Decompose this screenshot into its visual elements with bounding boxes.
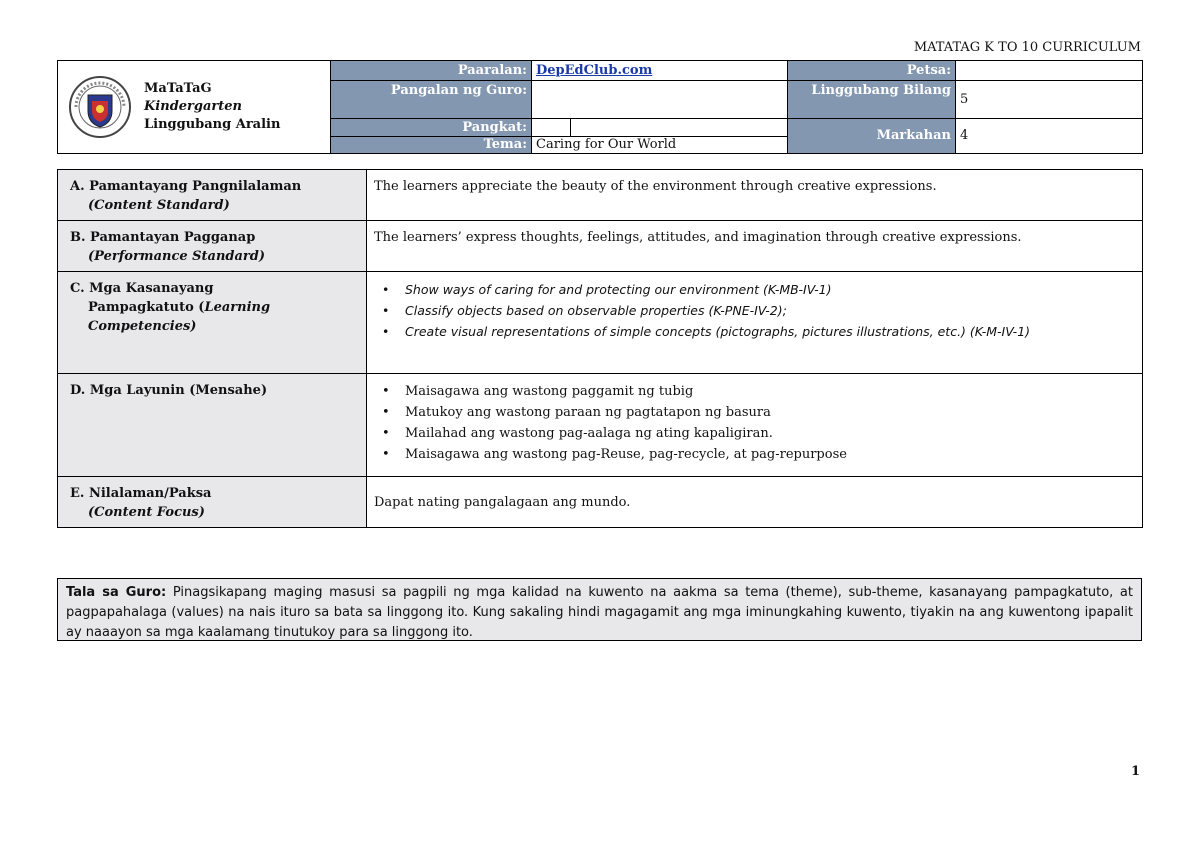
row-b-sub: (Performance Standard)	[88, 249, 266, 264]
linggo-value: 5	[956, 81, 1143, 118]
markahan-label: Markahan	[788, 118, 956, 153]
teacher-note	[57, 578, 1142, 641]
deped-seal-icon	[68, 75, 132, 139]
performance-standard-label	[58, 221, 367, 272]
competencies-value	[367, 272, 1143, 374]
tema-label: Tema:	[331, 136, 532, 153]
note-label: Tala sa Guro:	[66, 585, 167, 600]
table-row	[58, 221, 1143, 272]
list-item: • Classify objects based on observable properties (K-PNE-IV-2);	[374, 300, 1134, 321]
row-b-label: B. Pamantayan Pagganap	[70, 230, 256, 245]
row-c-label: C. Mga Kasanayang	[70, 281, 214, 296]
markahan-value: 4	[956, 118, 1143, 153]
guro-value	[532, 81, 788, 118]
content-focus-value: Dapat nating pangalagaan ang mundo.	[367, 477, 1143, 528]
table-row	[58, 170, 1143, 221]
logo-line2: Kindergarten	[144, 99, 242, 114]
pangkat-value	[532, 118, 788, 136]
page-number: 1	[1131, 764, 1141, 779]
objectives-value	[367, 374, 1143, 477]
petsa-value	[956, 61, 1143, 81]
pangkat-label: Pangkat:	[331, 118, 532, 136]
logo-cell	[58, 61, 331, 154]
list-item: • Show ways of caring for and protecting our environment (K-MB-IV-1)	[374, 279, 1134, 300]
list-item: • Maisagawa ang wastong paggamit ng tubig	[374, 381, 1134, 402]
note-text: Pinagsikapang maging masusi sa pagpili ng mga kalidad na kuwento na aakma sa tema (theme), sub-theme, kasanayang pampagkatuto, at pagpapahalaga (values) na nais ituro sa bata sa linggong ito. Kung sakaling hindi magagamit ang mga iminungkahing kuwento, tiyakin na ang kuwentong ipapalit ay naaayon sa mga kaalamang tinutukoy para sa linggong ito.	[66, 585, 1133, 640]
petsa-label: Petsa:	[788, 61, 956, 81]
paaralan-value-cell	[532, 61, 788, 81]
list-item: • Maisagawa ang wastong pag-Reuse, pag-recycle, at pag-repurpose	[374, 444, 1134, 465]
paaralan-link[interactable]: DepEdClub.com	[536, 63, 653, 79]
list-item: • Mailahad ang wastong pag-aalaga ng ating kapaligiran.	[374, 423, 1134, 444]
content-focus-label	[58, 477, 367, 528]
logo-line1: MaTaTaG	[144, 81, 212, 96]
row-a-label: A. Pamantayang Pangnilalaman	[70, 179, 302, 194]
objectives-label: D. Mga Layunin (Mensahe)	[58, 374, 367, 477]
logo-line3: Linggubang Aralin	[144, 117, 281, 132]
linggo-label: Linggubang Bilang	[788, 81, 956, 118]
table-row	[58, 374, 1143, 477]
row-e-sub: (Content Focus)	[88, 505, 205, 520]
competencies-label	[58, 272, 367, 374]
guro-label: Pangalan ng Guro:	[331, 81, 532, 118]
content-standard-label	[58, 170, 367, 221]
row-a-sub: (Content Standard)	[88, 198, 230, 213]
tema-value: Caring for Our World	[532, 136, 788, 153]
header-table	[57, 60, 1143, 154]
list-item: • Create visual representations of simple concepts (pictographs, pictures illustrations, etc.) (K-M-IV-1)	[374, 321, 1134, 342]
content-standard-value: The learners appreciate the beauty of the environment through creative expressions.	[367, 170, 1143, 221]
row-e-label: E. Nilalaman/Paksa	[70, 486, 212, 501]
row-c-label-4: Competencies)	[88, 319, 197, 334]
curriculum-title: MATATAG K TO 10 CURRICULUM	[913, 40, 1141, 55]
paaralan-label: Paaralan:	[331, 61, 532, 81]
table-row	[58, 272, 1143, 374]
table-row	[58, 477, 1143, 528]
performance-standard-value: The learners’ express thoughts, feelings, attitudes, and imagination through creative expressions.	[367, 221, 1143, 272]
row-c-label-2: Pampagkatuto (Learning	[88, 300, 271, 315]
lesson-table	[57, 169, 1143, 528]
list-item: • Matukoy ang wastong paraan ng pagtatapon ng basura	[374, 402, 1134, 423]
